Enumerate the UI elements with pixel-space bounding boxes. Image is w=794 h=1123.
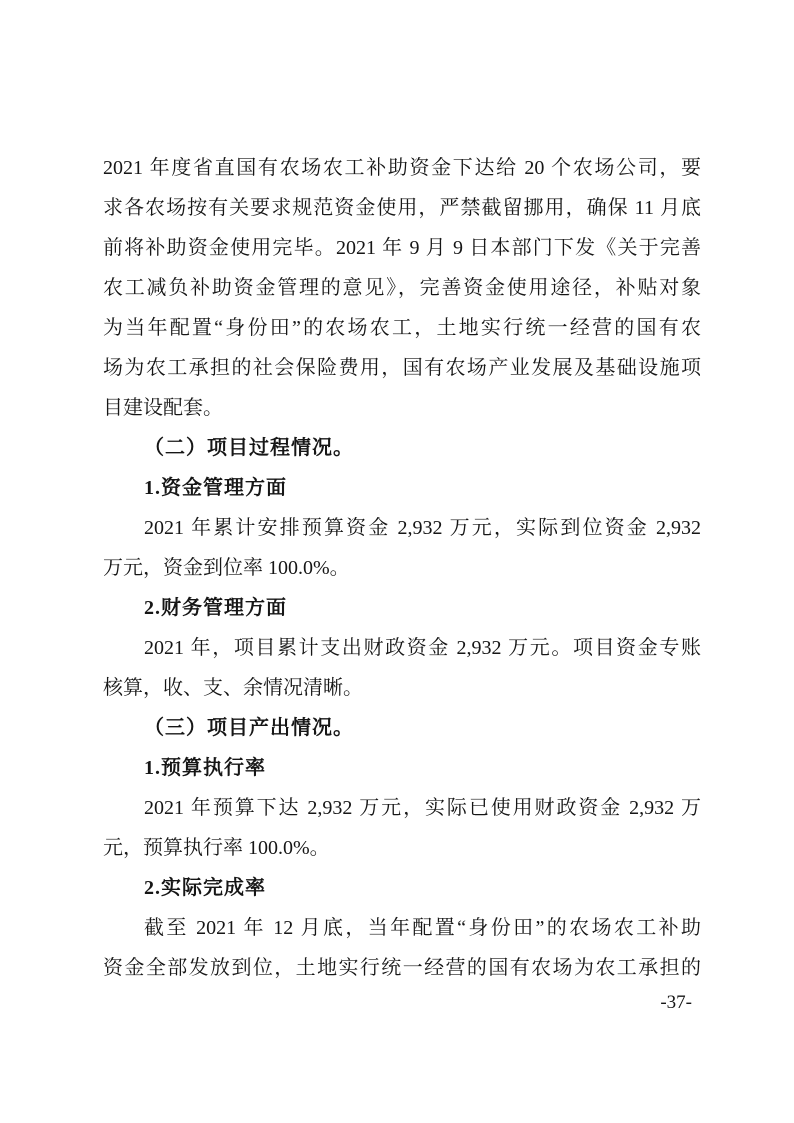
body-text-line: 截至 2021 年 12 月底，当年配置“身份田”的农场农工补助	[144, 917, 701, 939]
body-text-line: 2021 年度省直国有农场农工补助资金下达给 20 个农场公司，要	[103, 157, 701, 179]
body-text-line: 求各农场按有关要求规范资金使用，严禁截留挪用，确保 11 月底	[103, 197, 701, 219]
heading-financial-management: 2.财务管理方面	[144, 597, 287, 619]
body-text-line: 万元，资金到位率 100.0%。	[103, 557, 350, 579]
body-text-line: 农工减负补助资金管理的意见》，完善资金使用途径，补贴对象	[103, 277, 701, 299]
body-text-line: 2021 年预算下达 2,932 万元，实际已使用财政资金 2,932 万	[144, 797, 701, 819]
body-text-line: 元，预算执行率 100.0%。	[103, 837, 330, 859]
page-number: -37-	[660, 992, 692, 1013]
heading-fund-management: 1.资金管理方面	[144, 477, 287, 499]
body-text-line: 2021 年，项目累计支出财政资金 2,932 万元。项目资金专账	[144, 637, 701, 659]
heading-project-process: （二）项目过程情况。	[144, 437, 354, 459]
heading-budget-execution-rate: 1.预算执行率	[144, 757, 266, 779]
body-text-line: 前将补助资金使用完毕。2021 年 9 月 9 日本部门下发《关于完善	[103, 237, 701, 259]
text-block	[103, 148, 701, 988]
heading-actual-completion-rate: 2.实际完成率	[144, 877, 266, 899]
body-text-line: 目建设配套。	[103, 397, 223, 419]
body-text-line: 2021 年累计安排预算资金 2,932 万元，实际到位资金 2,932	[144, 517, 701, 539]
body-text-line: 核算，收、支、余情况清晰。	[103, 677, 363, 699]
body-text-line: 为当年配置“身份田”的农场农工，土地实行统一经营的国有农	[103, 317, 701, 339]
body-text-line: 资金全部发放到位，土地实行统一经营的国有农场为农工承担的	[103, 957, 701, 979]
heading-project-output: （三）项目产出情况。	[144, 717, 354, 739]
body-text-line: 场为农工承担的社会保险费用，国有农场产业发展及基础设施项	[103, 357, 701, 379]
